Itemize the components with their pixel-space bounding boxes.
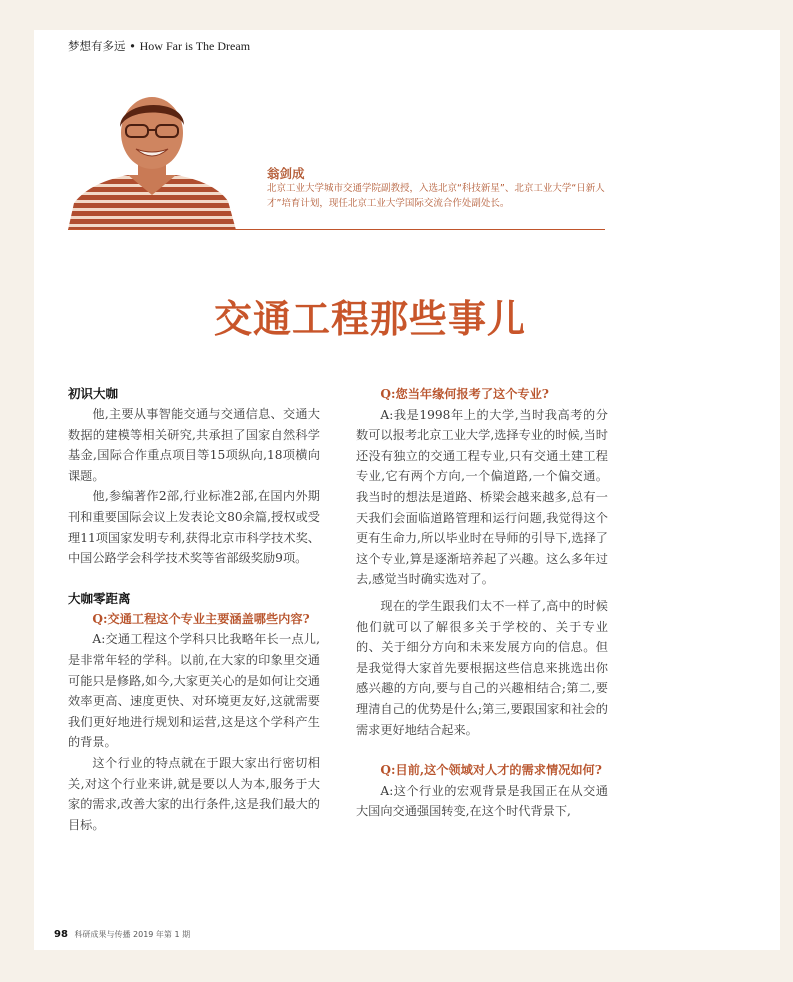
divider-line: [68, 229, 605, 230]
author-bio: 北京工业大学城市交通学院副教授，入选北京“科技新星”、北京工业大学“日新人才”培育计划，现任北京工业大学国际交流合作处副处长。: [267, 183, 605, 209]
answer: A:这个行业的宏观背景是我国正在从交通大国向交通强国转变,在这个时代背景下,: [356, 783, 608, 819]
magazine-page: [34, 30, 780, 950]
right-column: [356, 384, 608, 822]
header-separator: •: [129, 39, 136, 53]
paragraph: 他,参编著作2部,行业标准2部,在国内外期刊和重要国际会议上发表论文80余篇,授权或受理11项国家发明专利,获得北京市科学技术奖、中国公路学会科学技术奖等省部级奖励9项。: [68, 489, 320, 566]
author-portrait: [68, 91, 236, 230]
paragraph: 现在的学生跟我们太不一样了,高中的时候他们就可以了解很多关于学校的、关于专业的、关于细分方向和未来发展方向的信息。但是我觉得大家首先要根据这些信息来挑选出你感兴趣的方向,要与自己的兴趣相结合;第二,要理清自己的优势是什么;第三,要跟国家和社会的需求更好地结合起来。: [356, 598, 608, 737]
question: Q:目前,这个领域对人才的需求情况如何?: [380, 763, 602, 778]
answer: A:交通工程这个学科只比我略年长一点儿,是非常年轻的学科。以前,在大家的印象里交通可能只是修路,如今,大家更关心的是如何让交通效率更高、速度更快、对环境更友好,这就需要我们更好地进行规划和运营,这是这个学科产生的背景。: [68, 632, 320, 750]
left-column: [68, 384, 320, 835]
question: Q:您当年缘何报考了这个专业?: [380, 387, 549, 401]
header-zh: 梦想有多远: [68, 39, 126, 53]
paragraph: 他,主要从事智能交通与交通信息、交通大数据的建模等相关研究,共承担了国家自然科学基金,国际合作重点项目等15项纵向,18项横向课题。: [68, 407, 320, 483]
article-title: 交通工程那些事儿: [213, 297, 526, 341]
paragraph: 这个行业的特点就在于跟大家出行密切相关,对这个行业来讲,就是要以人为本,服务于大家的需求,改善大家的出行条件,这是我们最大的目标。: [68, 755, 320, 832]
section-heading-intro: 初识大咖: [68, 386, 119, 401]
journal-name: 科研成果与传播 2019 年第 1 期: [74, 930, 191, 939]
page-number: 98: [54, 929, 68, 940]
section-heading-interview: 大咖零距离: [68, 590, 131, 606]
author-name: 翁剑成: [267, 166, 305, 181]
answer: A:我是1998年上的大学,当时我高考的分数可以报考北京工业大学,选择专业的时候,当时还没有独立的交通工程专业,只有交通土建工程专业,它有两个方向,一个偏道路,一个偏交通。我当时的想法是道路、桥梁会越来越多,总有一天我们会面临道路管理和运行问题,我觉得这个更有生命力,所以毕业时在导师的引导下,选择了这个专业,算是逐渐培养起了兴趣。这么多年过去,感觉当时确实选对了。: [356, 407, 608, 587]
header-en: How Far is The Dream: [139, 39, 251, 53]
question: Q:交通工程这个专业主要涵盖哪些内容?: [92, 611, 310, 626]
running-header: [68, 38, 250, 54]
page-footer: [54, 929, 190, 940]
